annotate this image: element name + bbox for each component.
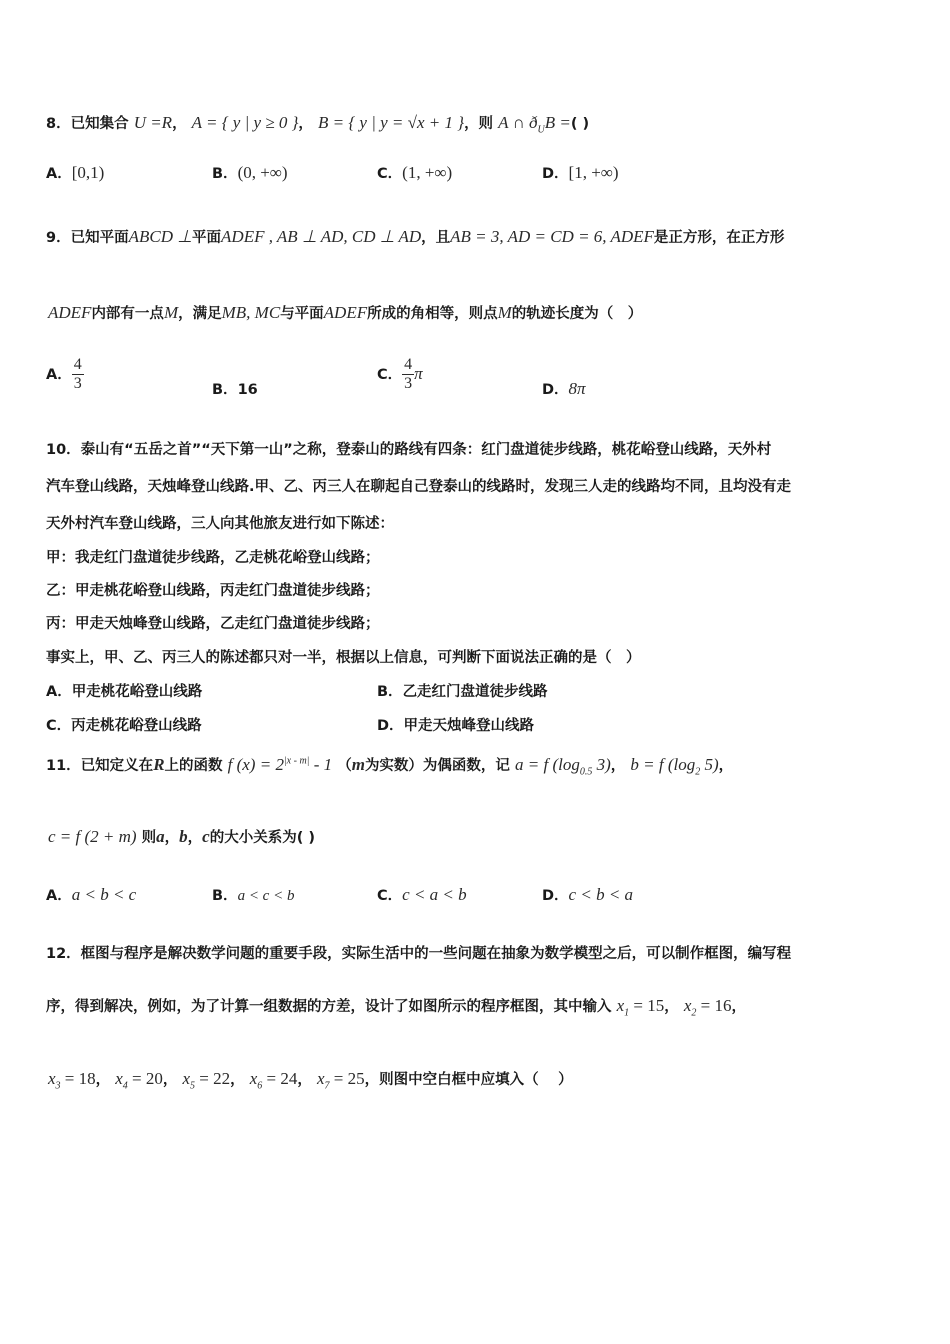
- q12-x7: $x_7 = 25$: [316, 1069, 365, 1092]
- q10-option-b[interactable]: B．乙走红门盘道徒步线路: [377, 684, 548, 700]
- q12-x3: $x_3 = 18$: [48, 1069, 96, 1092]
- q8-set-a: A = { y | y ≥ 0 }: [191, 113, 299, 132]
- q9-number: 9．: [46, 230, 71, 246]
- q12-x2: $x_2 = 16$: [683, 996, 732, 1019]
- q8-set-b: B = { y | y = √x + 1 }: [318, 113, 465, 132]
- q11-option-a[interactable]: A．a < b < c: [46, 885, 137, 904]
- question-8: 8．已知集合 U =R， A = { y | y ≥ 0 }， B = { y | y = √x + 1 }，则 A ∩ $ð_UB$ =( ): [46, 113, 590, 136]
- q12-x1: $x_1 = 15$: [616, 996, 665, 1019]
- q12-x4: $x_4 = 20$: [115, 1069, 163, 1092]
- q10-line-1: 10．泰山有“五岳之首”“天下第一山”之称，登泰山的路线有四条：红门盘道徒步线路，桃花峪登山线路，天外村: [46, 442, 772, 458]
- q8-number: 8．: [46, 116, 71, 132]
- q11-option-c[interactable]: C．c < a < b: [377, 885, 467, 904]
- q8-option-d[interactable]: D．[1, +∞): [542, 163, 619, 182]
- q10-line-3: 天外村汽车登山线路，三人向其他旅友进行如下陈述：: [46, 516, 394, 532]
- q9-option-b[interactable]: B．16: [212, 382, 258, 398]
- q10-option-c[interactable]: C．丙走桃花峪登山线路: [46, 718, 202, 734]
- q12-x5: $x_5 = 22$: [182, 1069, 231, 1092]
- q10-statement-bing: 丙：甲走天烛峰登山线路，乙走红门盘道徒步线路；: [46, 616, 380, 632]
- q12-line-1: 12．框图与程序是解决数学问题的重要手段，实际生活中的一些问题在抽象为数学模型之后，可以制作框图，编写程: [46, 946, 792, 962]
- q8-set-u: U =R: [133, 113, 173, 132]
- q12-line-2: 序，得到解决，例如，为了计算一组数据的方差，设计了如图所示的程序框图，其中输入 $x_1 = 15$， $x_2 = 16$，: [46, 996, 746, 1019]
- q8-option-c[interactable]: C．(1, +∞): [377, 163, 453, 182]
- q8-expression: A ∩ $ð_UB$ =: [498, 113, 571, 136]
- q11-number: 11．: [46, 758, 81, 774]
- question-9-line-2: ADEF内部有一点M，满足MB, MC与平面ADEF所成的角相等，则点M的轨迹长度为（ ）: [48, 303, 643, 322]
- q11-a-expr: a = f ($\log_{0.5}$ 3): [515, 755, 611, 778]
- fraction: $\frac{4}{3}$: [404, 356, 413, 392]
- question-11-line-1: 11．已知定义在R上的函数 f $(x) = 2^{|x - m|} - 1$ （m为实数）为偶函数，记 a = f ($\log_{0.5}$ 3)， b = f ($\log_2$ 5)，: [46, 755, 734, 778]
- q8-option-a[interactable]: A．[0,1): [46, 163, 105, 182]
- q9-option-d[interactable]: D．8π: [542, 379, 586, 398]
- question-9-line-1: 9．已知平面ABCD ⊥平面ADEF , AB ⊥ AD, CD ⊥ AD，且AB = 3, AD = CD = 6, ADEF是正方形，在正方形: [46, 227, 785, 246]
- q10-question: 事实上，甲、乙、丙三人的陈述都只对一半，根据以上信息，可判断下面说法正确的是（ ）: [46, 650, 641, 666]
- q10-statement-yi: 乙：甲走桃花峪登山线路，丙走红门盘道徒步线路；: [46, 583, 380, 599]
- q12-x6: $x_6 = 24$: [249, 1069, 298, 1092]
- q10-statement-jia: 甲：我走红门盘道徒步线路，乙走桃花峪登山线路；: [46, 550, 380, 566]
- q10-line-2: 汽车登山线路，天烛峰登山线路.甲、乙、丙三人在聊起自己登泰山的线路时，发现三人走的线路均不同，且均没有走: [46, 479, 792, 495]
- q8-stem-prefix: 已知集合: [70, 116, 129, 132]
- q11-b-expr: b = f ($\log_2$ 5): [630, 755, 719, 778]
- q11-c-expr: c = f (2 + m): [48, 827, 137, 846]
- q11-function: f $(x) = 2^{|x - m|} - 1$: [227, 755, 333, 774]
- q8-option-b[interactable]: B．(0, +∞): [212, 163, 288, 182]
- q10-option-a[interactable]: A．甲走桃花峪登山线路: [46, 684, 203, 700]
- q11-option-b[interactable]: B．a < c < b: [212, 888, 295, 904]
- fraction: $\frac{4}{3}$: [73, 356, 82, 392]
- q11-option-d[interactable]: D．c < b < a: [542, 885, 634, 904]
- q9-option-c[interactable]: C． $\frac{4}{3}$ π: [377, 356, 423, 392]
- question-11-line-2: c = f (2 + m) 则a，b，c的大小关系为( ): [48, 827, 316, 846]
- q9-option-a[interactable]: A． $\frac{4}{3}$: [46, 356, 82, 392]
- q10-option-d[interactable]: D．甲走天烛峰登山线路: [377, 718, 535, 734]
- q12-line-3: $x_3 = 18$， $x_4 = 20$， $x_5 = 22$， $x_6 = 24$， $x_7 = 25$，则图中空白框中应填入（ ）: [48, 1069, 573, 1092]
